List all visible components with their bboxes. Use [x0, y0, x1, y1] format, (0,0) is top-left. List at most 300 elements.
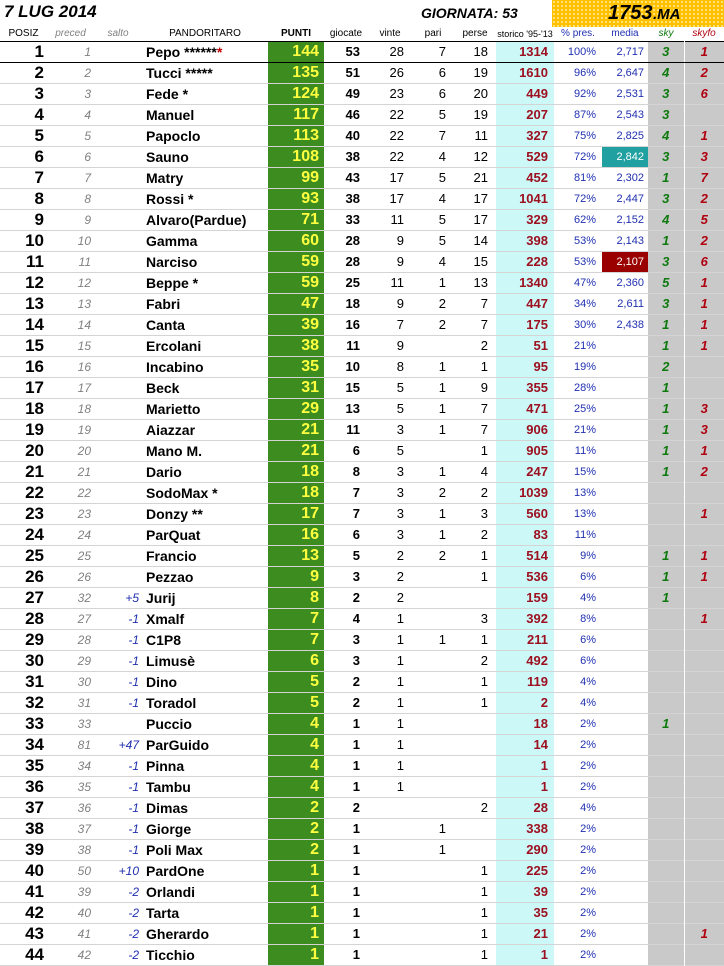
cell-played: 43 [345, 170, 360, 185]
cell-pres: 53% [573, 256, 596, 268]
cell-avg [602, 609, 648, 630]
cell-jump [94, 252, 142, 273]
col-header-history: storico '95-'13 [497, 29, 553, 39]
cell-played: 13 [345, 401, 360, 416]
cell-avg [602, 462, 648, 483]
cell-won: 26 [389, 65, 404, 80]
table-row [0, 231, 724, 252]
cell-played: 11 [346, 338, 360, 353]
cell-draw [412, 903, 454, 924]
cell-lost: 17 [473, 191, 488, 206]
table-row [0, 777, 724, 798]
cell-played: 49 [345, 86, 360, 101]
cell-avg [602, 840, 648, 861]
cell-skyfo [684, 672, 724, 693]
cell-jump: -1 [128, 780, 139, 794]
cell-name [142, 105, 268, 126]
cell-pos: 44 [25, 945, 44, 964]
cell-points: 1 [268, 945, 324, 966]
cell-name [142, 210, 268, 231]
cell-history: 1610 [496, 63, 554, 84]
cell-prev: 36 [77, 801, 91, 815]
cell-points: 124 [268, 84, 324, 105]
cell-played: 1 [352, 737, 360, 752]
cell-played: 10 [345, 359, 360, 374]
cell-skyfo: 1 [684, 336, 724, 357]
cell-jump: -1 [128, 801, 139, 815]
cell-name [142, 630, 268, 651]
cell-draw [412, 882, 454, 903]
cell-draw [412, 924, 454, 945]
cell-played: 40 [345, 128, 360, 143]
cell-points: 1 [268, 924, 324, 945]
cell-skyfo [684, 378, 724, 399]
cell-history: 119 [496, 672, 554, 693]
cell-jump [94, 462, 142, 483]
cell-lost: 17 [473, 212, 488, 227]
cell-pos: 22 [25, 483, 44, 502]
cell-played: 46 [345, 107, 360, 122]
table-row [0, 210, 724, 231]
cell-played: 16 [345, 317, 360, 332]
cell-jump [94, 189, 142, 210]
cell-pos: 29 [25, 630, 44, 649]
cell-won: 23 [389, 86, 404, 101]
cell-prev: 37 [77, 822, 91, 836]
cell-pres: 2% [580, 907, 596, 919]
cell-name [142, 882, 268, 903]
cell-points: 117 [268, 105, 324, 126]
table-row [0, 357, 724, 378]
cell-points: 1 [268, 861, 324, 882]
cell-sky: 1 [648, 462, 684, 483]
table-row [0, 819, 724, 840]
cell-pres: 13% [573, 487, 596, 499]
cell-pos: 17 [25, 378, 44, 397]
cell-won: 3 [396, 422, 404, 437]
cell-skyfo [684, 714, 724, 735]
cell-pres: 96% [573, 67, 596, 79]
col-header-prev: preced [55, 28, 86, 39]
cell-avg [602, 798, 648, 819]
cell-played: 2 [352, 800, 360, 815]
cell-lost: 21 [473, 170, 488, 185]
cell-pos: 43 [25, 924, 44, 943]
cell-sky [648, 777, 684, 798]
cell-lost [454, 588, 496, 609]
cell-played: 1 [352, 905, 360, 920]
cell-sky [648, 903, 684, 924]
cell-prev: 35 [77, 780, 91, 794]
table-row [0, 147, 724, 168]
cell-lost: 1 [480, 926, 488, 941]
cell-won [368, 903, 412, 924]
cell-prev: 24 [77, 528, 91, 542]
cell-lost: 1 [480, 884, 488, 899]
cell-played: 7 [352, 485, 360, 500]
cell-name [142, 42, 268, 63]
cell-prev: 23 [77, 507, 91, 521]
cell-played: 28 [345, 233, 360, 248]
cell-history: 1041 [496, 189, 554, 210]
player-name: Tambu [146, 779, 191, 795]
cell-history: 1340 [496, 273, 554, 294]
cell-won: 22 [389, 128, 404, 143]
cell-won: 5 [396, 443, 404, 458]
cell-name [142, 273, 268, 294]
standings-table [0, 41, 724, 966]
cell-draw: 7 [438, 128, 446, 143]
cell-name [142, 567, 268, 588]
cell-sky [648, 630, 684, 651]
cell-points: 47 [268, 294, 324, 315]
cell-pres: 2% [580, 949, 596, 961]
cell-pos: 37 [25, 798, 44, 817]
cell-pos: 26 [25, 567, 44, 586]
cell-avg [602, 777, 648, 798]
cell-points: 17 [268, 504, 324, 525]
cell-skyfo [684, 735, 724, 756]
cell-avg [602, 378, 648, 399]
cell-won: 9 [396, 254, 404, 269]
cell-pos: 11 [26, 252, 44, 271]
cell-lost: 20 [473, 86, 488, 101]
cell-played: 2 [352, 674, 360, 689]
cell-lost: 3 [480, 611, 488, 626]
cell-sky: 2 [648, 357, 684, 378]
player-name: Gherardo [146, 926, 210, 942]
cell-skyfo [684, 693, 724, 714]
cell-history: 329 [496, 210, 554, 231]
cell-pres: 15% [573, 466, 596, 478]
player-name: Dimas [146, 800, 189, 816]
cell-skyfo: 2 [684, 189, 724, 210]
cell-points: 4 [268, 714, 324, 735]
player-name: Beck [146, 380, 180, 396]
cell-prev: 41 [77, 927, 91, 941]
cell-history: 228 [496, 252, 554, 273]
cell-avg [602, 420, 648, 441]
cell-lost: 1 [480, 947, 488, 962]
cell-pos: 24 [25, 525, 44, 544]
cell-pos: 27 [25, 588, 44, 607]
cell-played: 4 [352, 611, 360, 626]
table-row [0, 840, 724, 861]
player-name: Tarta [146, 905, 180, 921]
cell-skyfo [684, 777, 724, 798]
cell-pos: 5 [34, 126, 44, 145]
cell-skyfo [684, 798, 724, 819]
cell-prev: 6 [84, 150, 91, 164]
cell-points: 18 [268, 483, 324, 504]
table-row [0, 399, 724, 420]
cell-lost: 1 [480, 695, 488, 710]
player-name: Dino [146, 674, 178, 690]
cell-sky [648, 840, 684, 861]
cell-prev: 26 [77, 570, 91, 584]
cell-won: 22 [389, 107, 404, 122]
cell-lost: 1 [480, 905, 488, 920]
table-row [0, 168, 724, 189]
cell-lost [454, 819, 496, 840]
cell-draw: 6 [438, 65, 446, 80]
cell-avg [602, 693, 648, 714]
cell-prev: 38 [77, 843, 91, 857]
cell-pos: 41 [25, 882, 44, 901]
table-row [0, 273, 724, 294]
cell-prev: 7 [84, 171, 91, 185]
cell-skyfo: 1 [684, 294, 724, 315]
col-header-skyfo: skyfo [692, 28, 716, 39]
cell-avg [602, 483, 648, 504]
cell-draw: 5 [438, 212, 446, 227]
cell-prev: 25 [77, 549, 91, 563]
cell-sky [648, 798, 684, 819]
cell-history: 905 [496, 441, 554, 462]
cell-history: 449 [496, 84, 554, 105]
cell-points: 6 [268, 651, 324, 672]
cell-history: 225 [496, 861, 554, 882]
cell-jump [94, 714, 142, 735]
cell-name [142, 672, 268, 693]
cell-jump: -2 [128, 927, 139, 941]
table-row [0, 714, 724, 735]
table-row [0, 378, 724, 399]
cell-played: 2 [352, 695, 360, 710]
cell-history: 471 [496, 399, 554, 420]
cell-history: 492 [496, 651, 554, 672]
cell-name [142, 945, 268, 966]
cell-avg [602, 588, 648, 609]
cell-draw: 4 [438, 149, 446, 164]
cell-pos: 14 [25, 315, 44, 334]
cell-lost [454, 840, 496, 861]
cell-avg [602, 441, 648, 462]
cell-pos: 35 [25, 756, 44, 775]
cell-pres: 21% [573, 424, 596, 436]
cell-draw [412, 777, 454, 798]
cell-avg [602, 819, 648, 840]
table-row [0, 588, 724, 609]
cell-name [142, 357, 268, 378]
cell-pos: 31 [25, 672, 44, 691]
table-row [0, 861, 724, 882]
cell-history: 1 [496, 777, 554, 798]
cell-name [142, 126, 268, 147]
table-row [0, 693, 724, 714]
cell-won [368, 924, 412, 945]
cell-pos: 10 [25, 231, 44, 250]
cell-won [368, 819, 412, 840]
cell-draw [412, 756, 454, 777]
cell-draw: 5 [438, 107, 446, 122]
top-bar [0, 0, 724, 27]
cell-pres: 6% [580, 634, 596, 646]
cell-sky: 3 [648, 147, 684, 168]
cell-points: 39 [268, 315, 324, 336]
cell-won: 3 [396, 464, 404, 479]
cell-history: 560 [496, 504, 554, 525]
cell-avg [602, 336, 648, 357]
cell-sky [648, 735, 684, 756]
player-name: Narciso [146, 254, 198, 270]
player-name: Fede * [146, 86, 189, 102]
cell-pos: 33 [25, 714, 44, 733]
cell-jump [94, 399, 142, 420]
cell-points: 31 [268, 378, 324, 399]
cell-won: 2 [396, 548, 404, 563]
cell-name [142, 294, 268, 315]
cell-prev: 2 [84, 66, 91, 80]
cell-jump [94, 231, 142, 252]
cell-played: 3 [352, 569, 360, 584]
cell-sky [648, 924, 684, 945]
cell-pres: 11% [574, 529, 596, 541]
cell-won: 17 [389, 170, 404, 185]
cell-name [142, 588, 268, 609]
cell-sky: 1 [648, 714, 684, 735]
cell-pres: 28% [573, 382, 596, 394]
total-box [552, 0, 724, 27]
cell-history: 536 [496, 567, 554, 588]
cell-played: 38 [345, 191, 360, 206]
cell-avg [602, 399, 648, 420]
cell-skyfo [684, 903, 724, 924]
table-row [0, 294, 724, 315]
cell-jump [94, 126, 142, 147]
cell-points: 59 [268, 273, 324, 294]
cell-prev: 12 [77, 276, 91, 290]
cell-pres: 2% [580, 739, 596, 751]
cell-played: 53 [324, 42, 368, 63]
cell-won: 17 [389, 191, 404, 206]
cell-name [142, 315, 268, 336]
cell-lost: 19 [473, 65, 488, 80]
cell-name [142, 777, 268, 798]
cell-pres: 72% [573, 193, 596, 205]
player-name: Ercolani [146, 338, 202, 354]
cell-points: 7 [268, 630, 324, 651]
cell-skyfo: 1 [684, 504, 724, 525]
cell-jump: -1 [128, 759, 139, 773]
cell-played: 1 [352, 863, 360, 878]
cell-name [142, 609, 268, 630]
cell-history: 290 [496, 840, 554, 861]
cell-draw: 2 [438, 296, 446, 311]
cell-lost: 1 [480, 674, 488, 689]
cell-prev: 13 [77, 297, 91, 311]
cell-won: 1 [396, 758, 404, 773]
player-name: Donzy ** [146, 506, 203, 522]
cell-sky: 1 [648, 441, 684, 462]
cell-avg: 2,647 [616, 67, 644, 79]
cell-pos: 8 [34, 189, 44, 208]
cell-history: 18 [496, 714, 554, 735]
cell-history: 83 [496, 525, 554, 546]
cell-pres: 81% [573, 172, 596, 184]
cell-history: 398 [496, 231, 554, 252]
cell-draw: 7 [412, 42, 454, 63]
cell-draw: 1 [438, 359, 446, 374]
cell-prev: 14 [77, 318, 91, 332]
cell-pos: 20 [25, 441, 44, 460]
cell-draw [412, 588, 454, 609]
cell-sky: 3 [648, 42, 684, 63]
cell-sky: 1 [648, 420, 684, 441]
cell-skyfo: 1 [684, 42, 724, 63]
cell-avg: 2,825 [616, 130, 644, 142]
cell-jump [94, 42, 142, 63]
table-row [0, 546, 724, 567]
cell-name [142, 756, 268, 777]
cell-sky [648, 651, 684, 672]
cell-sky [648, 882, 684, 903]
cell-played: 5 [352, 548, 360, 563]
cell-sky: 1 [648, 567, 684, 588]
table-row [0, 525, 724, 546]
cell-draw: 1 [438, 506, 446, 521]
cell-lost: 14 [473, 233, 488, 248]
player-name: Ticchio [146, 947, 195, 963]
total-suffix: .MA [653, 6, 681, 23]
cell-jump [94, 567, 142, 588]
cell-name [142, 252, 268, 273]
cell-pres: 2% [580, 781, 596, 793]
cell-points: 135 [268, 63, 324, 84]
cell-won: 2 [396, 590, 404, 605]
cell-prev: 10 [77, 234, 91, 248]
cell-draw: 1 [438, 464, 446, 479]
cell-skyfo [684, 861, 724, 882]
player-name: Mano M. [146, 443, 202, 459]
cell-points: 5 [268, 693, 324, 714]
cell-history: 906 [496, 420, 554, 441]
cell-skyfo: 6 [684, 84, 724, 105]
cell-lost: 7 [480, 296, 488, 311]
cell-sky: 1 [648, 231, 684, 252]
cell-prev: 21 [77, 465, 91, 479]
cell-draw: 1 [438, 632, 446, 647]
cell-history: 14 [496, 735, 554, 756]
cell-won: 1 [396, 716, 404, 731]
cell-prev: 81 [77, 738, 91, 752]
cell-sky [648, 945, 684, 966]
cell-name [142, 903, 268, 924]
cell-prev: 17 [77, 381, 91, 395]
cell-draw [412, 651, 454, 672]
cell-lost: 19 [473, 107, 488, 122]
cell-prev: 50 [77, 864, 91, 878]
table-row [0, 672, 724, 693]
cell-skyfo: 1 [684, 126, 724, 147]
cell-history: 392 [496, 609, 554, 630]
player-name: Francio [146, 548, 197, 564]
cell-name [142, 483, 268, 504]
cell-jump [94, 441, 142, 462]
table-row [0, 441, 724, 462]
cell-avg [602, 567, 648, 588]
cell-name [142, 693, 268, 714]
cell-won: 2 [396, 569, 404, 584]
cell-points: 1 [268, 903, 324, 924]
cell-won: 8 [396, 359, 404, 374]
cell-draw [412, 861, 454, 882]
cell-pos: 39 [25, 840, 44, 859]
player-name: PardOne [146, 863, 205, 879]
cell-sky [648, 525, 684, 546]
cell-avg: 2,447 [616, 193, 644, 205]
cell-won: 1 [396, 695, 404, 710]
